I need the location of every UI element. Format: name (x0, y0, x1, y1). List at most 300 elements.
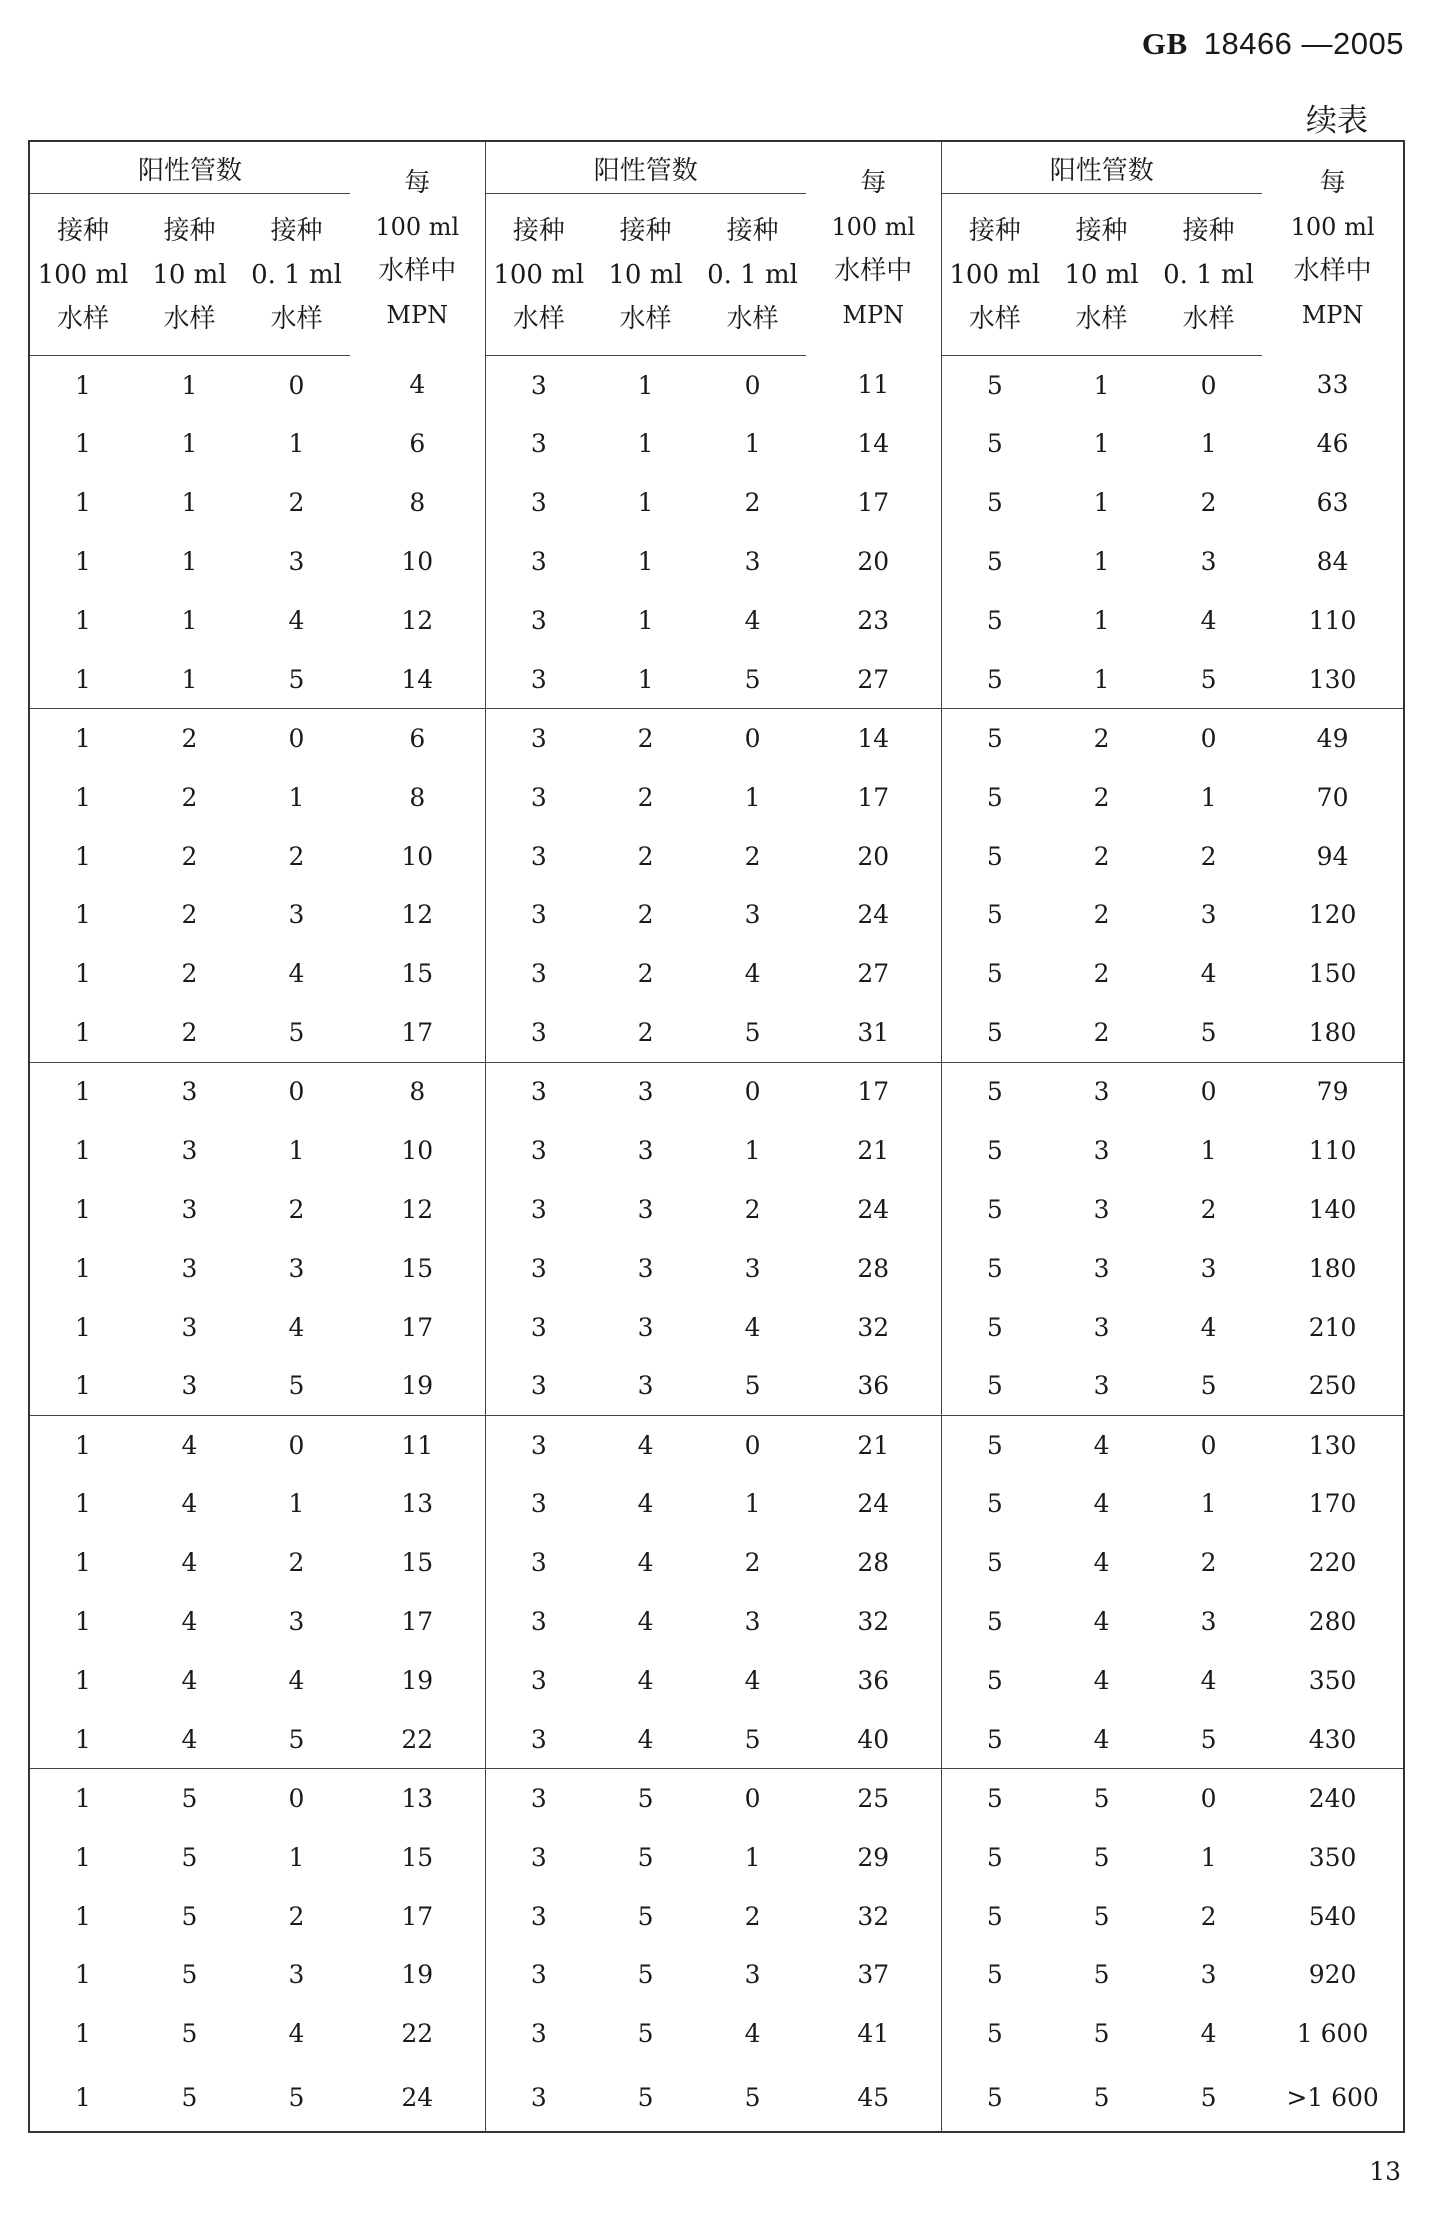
positive-count-cell: 0 (1155, 1769, 1262, 1828)
positive-count-cell: 4 (1200, 1666, 1217, 1696)
positive-count-cell: 1 (75, 900, 91, 930)
positive-count-cell: 4 (744, 2019, 761, 2049)
positive-count-cell: 3 (530, 370, 547, 400)
mpn-value-cell: 12 (350, 591, 485, 650)
positive-count-cell: 1 (1200, 1842, 1217, 1872)
table-row (29, 1887, 1404, 1946)
mpn-header-line: 每 (404, 167, 431, 198)
inoculation-column-header (699, 194, 806, 356)
mpn-value-cell: 15 (350, 1239, 485, 1298)
positive-count-cell: 1 (75, 429, 91, 459)
mpn-value-cell: 17 (806, 768, 941, 827)
column-header-line: 接种 (1182, 215, 1235, 246)
positive-count-cell: 5 (1200, 1017, 1217, 1047)
mpn-value-cell: 70 (1316, 782, 1349, 812)
positive-count-cell: 3 (530, 1960, 547, 1990)
mpn-value-cell: 14 (350, 650, 485, 709)
mpn-value-cell: 20 (806, 827, 941, 886)
mpn-value-cell: 8 (350, 1062, 485, 1121)
column-header-line: 水样 (968, 303, 1021, 334)
positive-count-cell: 5 (637, 1960, 654, 1990)
positive-count-cell: 0 (699, 709, 806, 768)
table-row (29, 591, 1404, 650)
mpn-value-cell: 110 (1308, 1136, 1357, 1166)
mpn-header-line: 每 (860, 167, 887, 198)
positive-count-cell: 5 (288, 1724, 305, 1754)
positive-count-cell: 5 (941, 709, 1048, 768)
positive-count-cell: 1 (181, 429, 198, 459)
positive-count-cell: 0 (699, 1416, 806, 1475)
positive-count-cell: 3 (637, 1312, 654, 1342)
positive-count-cell: 5 (986, 2019, 1003, 2049)
mpn-value-cell: 36 (806, 1357, 941, 1416)
mpn-value-cell: 40 (806, 1710, 941, 1769)
positive-count-cell: 4 (288, 959, 305, 989)
mpn-value-cell: 220 (1308, 1548, 1357, 1578)
positive-count-cell: 1 (181, 370, 198, 400)
positive-count-cell: 3 (530, 1607, 547, 1637)
positive-count-cell: 1 (744, 1489, 761, 1519)
mpn-value-cell: 29 (806, 1828, 941, 1887)
positive-count-cell: 5 (1093, 1842, 1110, 1872)
positive-count-cell: 3 (288, 1253, 305, 1283)
mpn-value-cell: 11 (350, 1416, 485, 1475)
inoculation-column-header (1048, 194, 1155, 356)
positive-count-cell: 5 (986, 488, 1003, 518)
positive-count-cell: 5 (288, 1017, 305, 1047)
table-row (29, 827, 1404, 886)
positive-count-cell: 5 (941, 1769, 1048, 1828)
positive-count-cell: 3 (485, 1416, 592, 1475)
positive-count-cell: 0 (243, 1416, 350, 1475)
positive-count-cell: 5 (986, 429, 1003, 459)
positive-count-cell: 5 (986, 1017, 1003, 1047)
positive-count-cell: 4 (181, 1724, 198, 1754)
positive-count-cell: 2 (744, 488, 761, 518)
positive-count-cell: 3 (530, 1136, 547, 1166)
table-row (29, 1357, 1404, 1416)
table-row (29, 1651, 1404, 1710)
mpn-header (1262, 141, 1404, 356)
positive-count-cell: 3 (530, 1842, 547, 1872)
mpn-value-cell: 120 (1308, 900, 1357, 930)
mpn-value-cell: 24 (806, 1180, 941, 1239)
positive-count-cell: 4 (1093, 1489, 1110, 1519)
mpn-value-cell: 46 (1316, 429, 1349, 459)
positive-count-cell: 5 (136, 1769, 243, 1828)
positive-count-cell: 5 (1048, 1769, 1155, 1828)
column-header-line: 接种 (968, 215, 1021, 246)
mpn-value-cell: 10 (350, 532, 485, 591)
positive-count-cell: 1 (288, 1136, 305, 1166)
positive-count-cell: 5 (1093, 2082, 1110, 2112)
positive-count-cell: 3 (637, 1253, 654, 1283)
positive-count-cell: 2 (637, 900, 654, 930)
positive-count-cell: 2 (1200, 841, 1217, 871)
mpn-value-cell: 10 (350, 1121, 485, 1180)
positive-count-cell: 3 (530, 841, 547, 871)
mpn-value-cell: 350 (1308, 1842, 1357, 1872)
mpn-value-cell: 1 600 (1296, 2019, 1369, 2049)
positive-count-cell: 3 (181, 1371, 198, 1401)
mpn-value-cell: 37 (806, 1946, 941, 2005)
positive-count-cell: 5 (744, 2082, 761, 2112)
positive-count-cell: 2 (181, 959, 198, 989)
positive-count-cell: 3 (530, 1017, 547, 1047)
table-row (29, 1592, 1404, 1651)
positive-count-cell: 5 (1093, 2019, 1110, 2049)
positive-count-cell: 5 (288, 1371, 305, 1401)
mpn-value-cell: 17 (350, 1887, 485, 1946)
table-row (29, 1710, 1404, 1769)
positive-count-cell: 2 (1093, 782, 1110, 812)
mpn-value-cell: 130 (1308, 664, 1357, 694)
mpn-value-cell: 8 (350, 473, 485, 532)
positive-count-cell: 3 (530, 547, 547, 577)
mpn-value-cell: 45 (806, 2063, 941, 2132)
mpn-value-cell: 21 (806, 1416, 941, 1475)
positive-count-cell: 1 (181, 488, 198, 518)
column-header-line: 水样 (270, 303, 323, 334)
positive-count-cell: 5 (986, 664, 1003, 694)
positive-count-cell: 1 (75, 1842, 91, 1872)
positive-count-cell: 4 (181, 1607, 198, 1637)
positive-count-cell: 5 (986, 1253, 1003, 1283)
positive-count-cell: 2 (1200, 1901, 1217, 1931)
positive-count-cell: 3 (744, 1960, 761, 1990)
positive-count-cell: 5 (1200, 1371, 1217, 1401)
mpn-value-cell: 6 (350, 709, 485, 768)
positive-count-cell: 4 (637, 1548, 654, 1578)
positive-count-cell: 1 (75, 1312, 91, 1342)
positive-count-cell: 1 (637, 606, 654, 635)
column-header-line: 水样 (56, 303, 109, 334)
mpn-value-cell: 13 (350, 1474, 485, 1533)
positive-count-cell: 4 (1093, 1548, 1110, 1578)
mpn-value-cell: 12 (350, 1180, 485, 1239)
mpn-header-line: MPN (842, 300, 905, 329)
positive-count-cell: 1 (75, 547, 91, 577)
mpn-value-cell: 17 (806, 473, 941, 532)
mpn-value-cell: 32 (806, 1887, 941, 1946)
positive-count-cell: 5 (986, 2082, 1003, 2112)
positive-count-cell: 0 (1155, 1062, 1262, 1121)
positive-count-cell: 0 (744, 370, 761, 400)
positive-count-cell: 3 (1093, 1194, 1110, 1224)
column-header-line: 100 ml (37, 259, 129, 290)
positive-count-cell: 4 (1200, 2019, 1217, 2049)
mpn-header (350, 141, 485, 356)
positive-count-cell: 5 (637, 1901, 654, 1931)
positive-count-cell: 1 (75, 2082, 91, 2112)
column-header-line: 水样 (619, 303, 672, 334)
positive-count-cell: 4 (1048, 1416, 1155, 1475)
positive-count-cell: 2 (1093, 841, 1110, 871)
continued-table-label: 续表 (1306, 103, 1368, 139)
positive-count-cell: 5 (181, 1842, 198, 1872)
positive-count-cell: 5 (986, 1194, 1003, 1224)
positive-count-cell: 1 (1093, 606, 1110, 635)
table-row (29, 886, 1404, 945)
mpn-value-cell: 17 (350, 1592, 485, 1651)
positive-count-cell: 0 (1200, 370, 1217, 400)
positive-count-cell: 5 (941, 1416, 1048, 1475)
positive-count-cell: 4 (744, 606, 761, 635)
positive-count-cell: 5 (986, 900, 1003, 930)
mpn-value-cell: 130 (1262, 1416, 1404, 1475)
positive-count-cell: 1 (75, 2019, 91, 2049)
positive-count-cell: 4 (744, 959, 761, 989)
mpn-value-cell: 150 (1308, 959, 1357, 989)
standard-prefix: GB (1141, 26, 1188, 61)
positive-count-cell: 1 (1093, 664, 1110, 694)
positive-count-cell: 5 (744, 1724, 761, 1754)
column-header-line: 水样 (1182, 303, 1235, 334)
positive-count-cell: 3 (288, 1960, 305, 1990)
table-row (29, 1298, 1404, 1357)
positive-count-cell: 4 (1093, 1724, 1110, 1754)
positive-count-cell: 2 (637, 959, 654, 989)
positive-count-cell: 1 (75, 1136, 91, 1166)
positive-count-cell: 5 (986, 370, 1003, 400)
mpn-value-cell: 6 (350, 414, 485, 473)
positive-count-cell: 4 (288, 2019, 305, 2049)
column-header-line: 100 ml (949, 259, 1041, 290)
positive-count-cell: 3 (530, 2019, 547, 2049)
mpn-header-line: 100 ml (1290, 212, 1375, 241)
positive-count-cell: 3 (288, 1607, 305, 1637)
mpn-value-cell: 19 (350, 1946, 485, 2005)
positive-count-cell: 2 (1200, 1194, 1217, 1224)
positive-count-cell: 4 (181, 1548, 198, 1578)
column-header-line: 0. 1 ml (707, 259, 798, 290)
positive-count-cell: 3 (744, 547, 761, 577)
column-header-line: 接种 (726, 215, 779, 246)
positive-count-cell: 1 (75, 1489, 91, 1519)
positive-count-cell: 0 (1155, 709, 1262, 768)
positive-count-cell: 5 (986, 1901, 1003, 1931)
positive-count-cell: 4 (1093, 1666, 1110, 1696)
positive-count-cell: 3 (288, 547, 305, 577)
positive-count-cell: 3 (530, 1901, 547, 1931)
positive-count-cell: 1 (1200, 429, 1217, 459)
positive-count-cell: 3 (592, 1062, 699, 1121)
positive-count-cell: 1 (637, 370, 654, 400)
positive-count-cell: 5 (986, 547, 1003, 577)
positive-count-cell: 3 (1093, 1371, 1110, 1401)
inoculation-column-header (243, 194, 350, 356)
column-header-line: 接种 (619, 215, 672, 246)
positive-count-cell: 2 (181, 782, 198, 812)
positive-count-cell: 2 (637, 1017, 654, 1047)
positive-count-cell: 2 (181, 900, 198, 930)
positive-count-cell: 3 (744, 900, 761, 930)
positive-count-cell: 5 (1093, 1901, 1110, 1931)
table-row (29, 1946, 1404, 2005)
mpn-value-cell: 41 (806, 2004, 941, 2063)
standard-number: 18466 —2005 (1203, 26, 1404, 61)
positive-count-cell: 5 (637, 1842, 654, 1872)
positive-count-cell: 0 (288, 370, 305, 400)
positive-count-cell: 1 (288, 1489, 305, 1519)
positive-count-cell: 3 (637, 1371, 654, 1401)
positive-count-cell: 5 (1093, 1960, 1110, 1990)
column-header-line: 10 ml (152, 259, 227, 290)
mpn-value-cell: 19 (350, 1357, 485, 1416)
positive-count-cell: 3 (530, 900, 547, 930)
mpn-value-cell: 32 (806, 1592, 941, 1651)
positive-count-cell: 4 (1200, 1312, 1217, 1342)
positive-count-cell: 4 (744, 1666, 761, 1696)
mpn-value-cell: 140 (1308, 1194, 1357, 1224)
positive-count-cell: 3 (1200, 1607, 1217, 1637)
positive-count-cell: 1 (744, 782, 761, 812)
mpn-value-cell: 13 (350, 1769, 485, 1828)
column-header-line: 水样 (726, 303, 779, 334)
positive-count-cell: 3 (530, 782, 547, 812)
inoculation-column-header (941, 194, 1048, 356)
column-header-line: 接种 (512, 215, 565, 246)
positive-count-cell: 2 (288, 488, 305, 518)
mpn-value-cell: 84 (1316, 547, 1349, 577)
positive-count-cell: 3 (1200, 1960, 1217, 1990)
positive-count-cell: 3 (530, 2082, 547, 2112)
mpn-value-cell: 10 (350, 827, 485, 886)
positive-count-cell: 1 (288, 1842, 305, 1872)
mpn-value-cell: 24 (806, 886, 941, 945)
positive-count-cell: 1 (181, 664, 198, 694)
positive-count-cell: 2 (592, 709, 699, 768)
positive-count-cell: 1 (29, 1416, 136, 1475)
positive-count-cell: 3 (530, 1489, 547, 1519)
positive-count-cell: 3 (530, 429, 547, 459)
positive-count-cell: 3 (530, 1312, 547, 1342)
table-row (29, 768, 1404, 827)
mpn-value-cell: 110 (1308, 606, 1357, 635)
mpn-header-line: 水样中 (1293, 255, 1372, 286)
positive-count-cell: 5 (986, 1312, 1003, 1342)
positive-count-cell: 1 (637, 664, 654, 694)
inoculation-column-header (29, 194, 136, 356)
positive-count-cell: 5 (744, 1017, 761, 1047)
positive-count-cell: 3 (181, 1194, 198, 1224)
mpn-value-cell: 14 (806, 414, 941, 473)
positive-count-cell: 1 (75, 370, 91, 400)
positive-count-cell: 5 (181, 1901, 198, 1931)
table-row (29, 1062, 1404, 1121)
positive-count-cell: 1 (744, 1136, 761, 1166)
positive-count-cell: 2 (1048, 709, 1155, 768)
positive-count-cell: 5 (986, 1136, 1003, 1166)
column-header-line: 10 ml (608, 259, 683, 290)
positive-count-cell: 4 (637, 1666, 654, 1696)
positive-count-cell: 0 (243, 709, 350, 768)
positive-count-cell: 0 (699, 1769, 806, 1828)
positive-count-cell: 3 (1093, 1312, 1110, 1342)
mpn-value-cell: 17 (806, 1062, 941, 1121)
positive-count-cell: 5 (744, 1371, 761, 1401)
inoculation-column-header (592, 194, 699, 356)
mpn-value-cell: 49 (1262, 709, 1404, 768)
positive-count-cell: 3 (744, 1607, 761, 1637)
mpn-value-cell: 19 (350, 1651, 485, 1710)
mpn-header-line: 每 (1319, 167, 1346, 198)
positive-count-cell: 2 (181, 1017, 198, 1047)
mpn-value-cell: 28 (806, 1533, 941, 1592)
positive-count-cell: 3 (530, 1724, 547, 1754)
inoculation-column-header (1155, 194, 1262, 356)
column-header-line: 水样 (512, 303, 565, 334)
positive-tubes-header: 阳性管数 (941, 141, 1262, 194)
positive-count-cell: 1 (29, 1062, 136, 1121)
positive-count-cell: 3 (485, 709, 592, 768)
mpn-value-cell: 63 (1316, 488, 1349, 518)
mpn-value-cell: 210 (1308, 1312, 1357, 1342)
inoculation-column-header (136, 194, 243, 356)
positive-count-cell: 2 (637, 782, 654, 812)
positive-count-cell: 4 (637, 1489, 654, 1519)
mpn-value-cell: 25 (806, 1769, 941, 1828)
positive-count-cell: 1 (75, 1548, 91, 1578)
mpn-header-line: 水样中 (378, 255, 457, 286)
mpn-value-cell: 14 (806, 709, 941, 768)
positive-count-cell: 3 (637, 1136, 654, 1166)
mpn-value-cell: 280 (1308, 1607, 1357, 1637)
positive-count-cell: 3 (530, 1194, 547, 1224)
positive-count-cell: 5 (181, 2019, 198, 2049)
positive-count-cell: 3 (530, 1253, 547, 1283)
positive-count-cell: 0 (699, 1062, 806, 1121)
mpn-value-cell: 28 (806, 1239, 941, 1298)
positive-count-cell: 3 (1093, 1136, 1110, 1166)
positive-count-cell: 2 (288, 841, 305, 871)
positive-count-cell: 5 (941, 1062, 1048, 1121)
positive-count-cell: 2 (744, 1901, 761, 1931)
positive-count-cell: 2 (1200, 488, 1217, 518)
positive-count-cell: 0 (243, 1062, 350, 1121)
mpn-value-cell: 94 (1316, 841, 1349, 871)
mpn-value-cell: 20 (806, 532, 941, 591)
table-row (29, 473, 1404, 532)
positive-count-cell: 5 (181, 2082, 198, 2112)
positive-count-cell: 2 (136, 709, 243, 768)
positive-count-cell: 5 (986, 841, 1003, 871)
table-row (29, 356, 1404, 415)
column-header-line: 水样 (1075, 303, 1128, 334)
table-row (29, 944, 1404, 1003)
positive-count-cell: 3 (485, 1769, 592, 1828)
positive-count-cell: 4 (1200, 606, 1217, 635)
positive-count-cell: 3 (136, 1062, 243, 1121)
positive-count-cell: 3 (181, 1136, 198, 1166)
column-header-line: 0. 1 ml (1163, 259, 1254, 290)
mpn-header-line: MPN (386, 300, 449, 329)
positive-count-cell: 1 (29, 1769, 136, 1828)
positive-count-cell: 4 (288, 1312, 305, 1342)
positive-count-cell: 3 (530, 959, 547, 989)
positive-count-cell: 1 (1093, 488, 1110, 518)
positive-count-cell: 0 (243, 1769, 350, 1828)
mpn-value-cell: 12 (350, 886, 485, 945)
mpn-value-cell: 17 (350, 1298, 485, 1357)
positive-count-cell: 1 (75, 1960, 91, 1990)
positive-count-cell: 3 (744, 1253, 761, 1283)
positive-count-cell: 3 (530, 664, 547, 694)
positive-count-cell: 5 (288, 2082, 305, 2112)
positive-count-cell: 5 (986, 1666, 1003, 1696)
mpn-value-cell: 540 (1308, 1901, 1357, 1931)
positive-count-cell: 2 (1200, 1548, 1217, 1578)
